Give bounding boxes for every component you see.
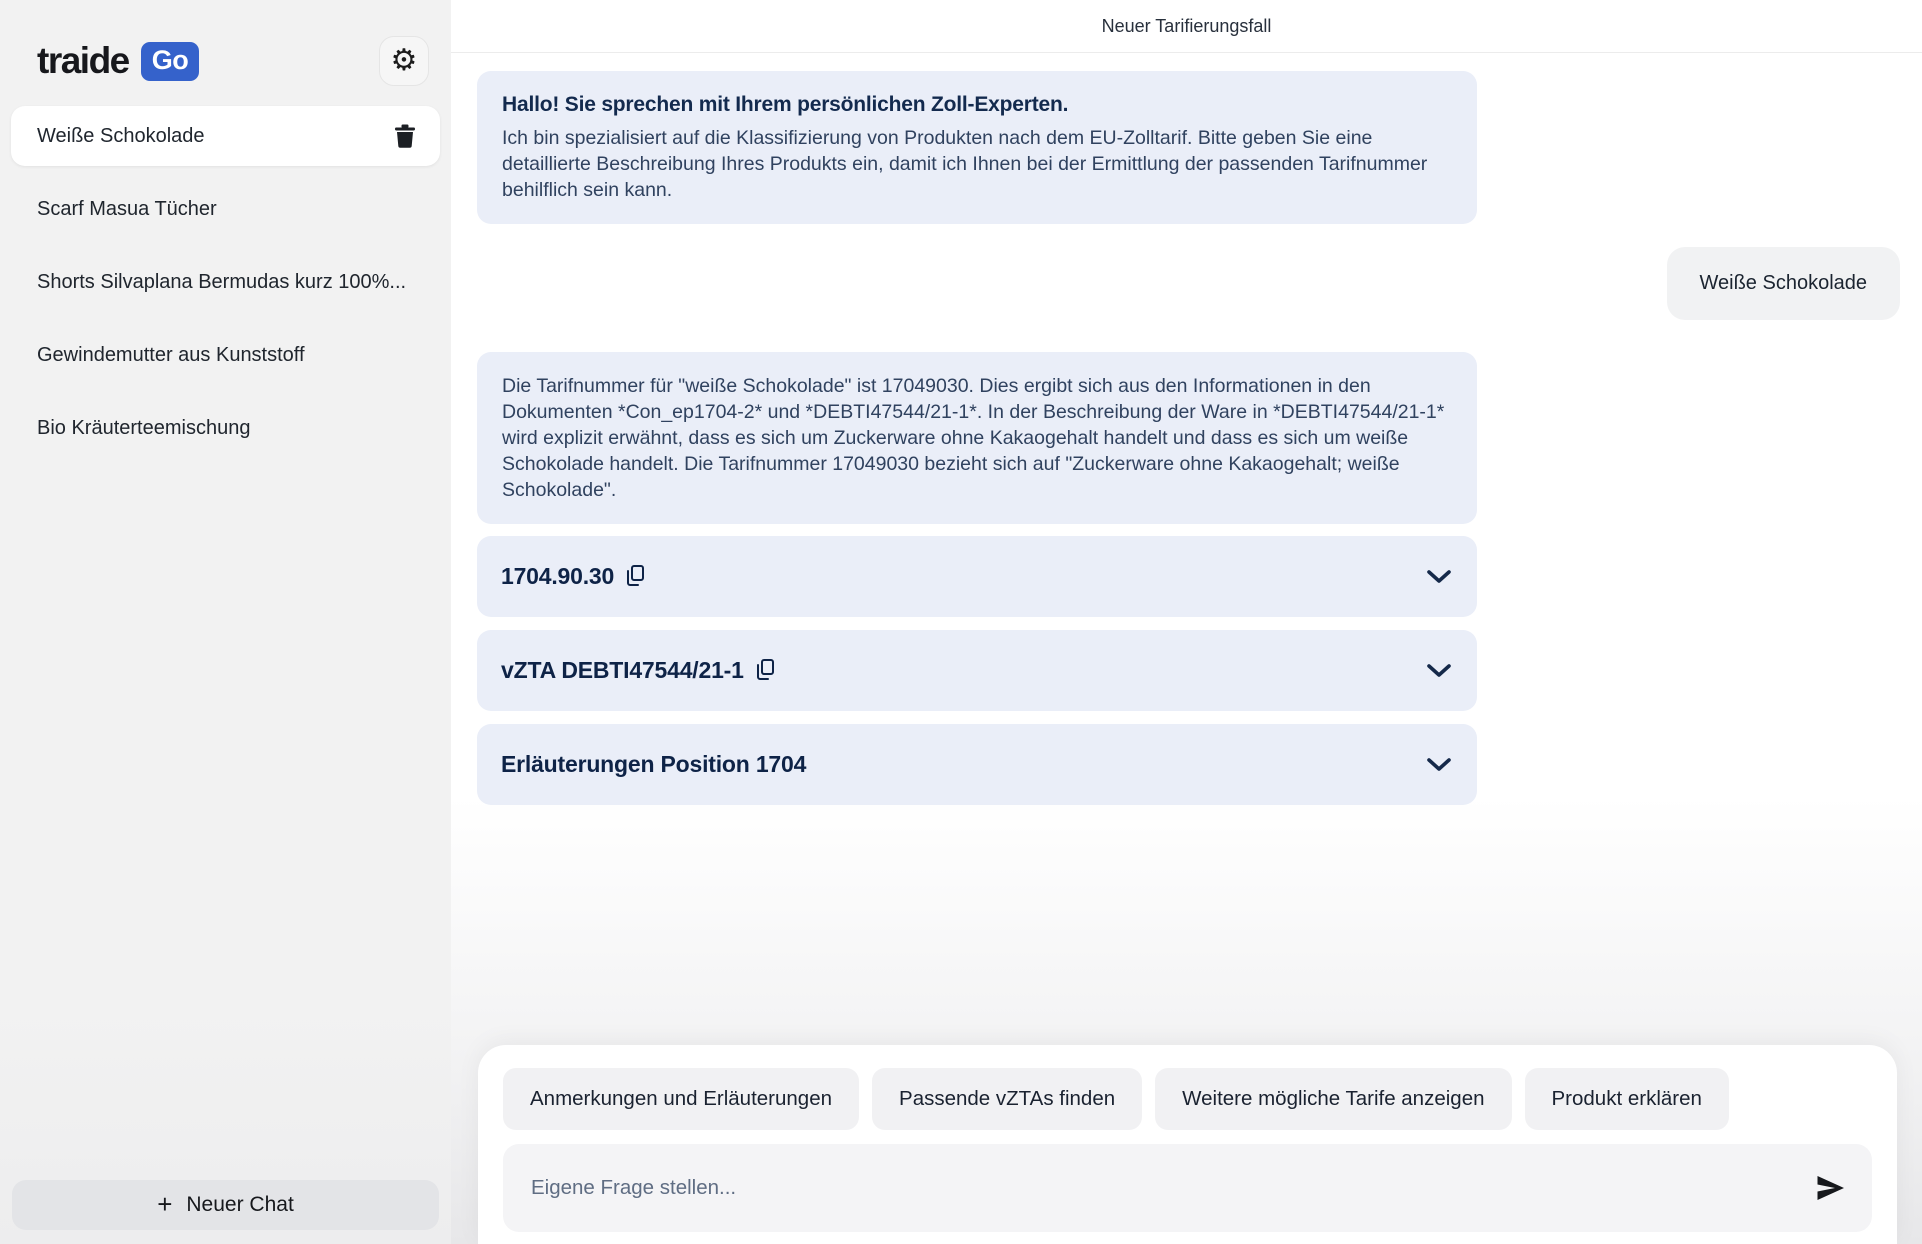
vzta-reference-text: vZTA DEBTI47544/21-1 [501,657,744,683]
accordion-label [501,751,806,778]
chat-item-label: Gewindemutter aus Kunststoff [37,343,305,366]
new-chat-button[interactable] [12,1180,439,1230]
chip-explain-product-button[interactable]: Produkt erklären [1525,1068,1729,1130]
new-chat-label: Neuer Chat [186,1193,294,1216]
copy-icon[interactable] [627,565,644,586]
chat-item-label: Shorts Silvaplana Bermudas kurz 100%... [37,270,407,293]
assistant-intro-message [477,71,1477,224]
explanations-text: Erläuterungen Position 1704 [501,751,807,777]
chevron-down-icon [1427,758,1451,772]
chip-find-vztas-button[interactable]: Passende vZTAs finden [872,1068,1142,1130]
chat-item-label: Scarf Masua Tücher [37,197,217,220]
user-message-row [477,247,1900,320]
brand-name: traide [37,40,129,81]
brand-badge: Go [141,42,200,81]
composer-card [478,1045,1897,1244]
message-input-row [503,1144,1872,1232]
chat-messages [451,53,1922,818]
tariff-number-text: 1704.90.30 [501,563,615,589]
sidebar-item-active-chat[interactable] [11,106,440,166]
sidebar-item-chat[interactable] [11,179,440,239]
accordion-label [501,657,774,684]
copy-icon[interactable] [757,659,774,680]
sidebar [0,0,451,1244]
user-message: Weiße Schokolade [1667,247,1901,320]
chat-item-label: Weiße Schokolade [37,124,205,147]
page-title: Neuer Tarifierungsfall [1101,15,1272,36]
plus-icon: + [157,1189,173,1219]
suggestion-chips [503,1068,1872,1130]
sidebar-item-chat[interactable] [11,252,440,312]
trash-icon[interactable] [394,124,416,148]
accordion-tariff-number[interactable] [477,536,1477,617]
gear-icon: ⚙ [390,44,418,77]
assistant-intro-body: Ich bin spezialisiert auf die Klassifizierung von Produkten nach dem EU-Zolltarif. Bitte geben Sie eine detaillierte Beschreibung Ihres Produkts ein, damit ich Ihnen bei der Ermittlung der passenden Tarifnummer behilflich sein kann. [502,127,1428,201]
brand-logo [37,40,199,82]
chevron-down-icon [1427,570,1451,584]
assistant-intro-title: Hallo! Sie sprechen mit Ihrem persönlichen Zoll-Experten. [502,93,1069,116]
question-input[interactable] [503,1144,1872,1232]
sidebar-header [0,0,451,96]
page-header [451,0,1922,53]
accordion-vzta[interactable] [477,630,1477,711]
sidebar-item-chat[interactable] [11,398,440,458]
send-icon [1816,1175,1845,1201]
send-button[interactable] [1810,1168,1850,1208]
accordion-explanations[interactable] [477,724,1477,805]
chat-item-label: Bio Kräuterteemischung [37,416,251,439]
chevron-down-icon [1427,664,1451,678]
assistant-answer-message: Die Tarifnummer für "weiße Schokolade" ist 17049030. Dies ergibt sich aus den Informationen in den Dokumenten *Con_ep1704-2* und *DEBTI47544/21-1*. In der Beschreibung der Ware in *DEBTI47544/21-1* wird explizit erwähnt, dass es sich um Zuckerware ohne Kakaogehalt handelt und dass es sich um weiße Schokolade handelt. Die Tarifnummer 17049030 bezieht sich auf "Zuckerware ohne Kakaogehalt; weiße Schokolade". [477,352,1477,524]
sidebar-item-chat[interactable] [11,325,440,385]
settings-button[interactable] [379,36,429,86]
chip-more-tariffs-button[interactable]: Weitere mögliche Tarife anzeigen [1155,1068,1511,1130]
chat-history-list [0,106,451,471]
accordion-label [501,563,644,590]
main-area [451,0,1922,1244]
chip-annotations-button[interactable]: Anmerkungen und Erläuterungen [503,1068,859,1130]
